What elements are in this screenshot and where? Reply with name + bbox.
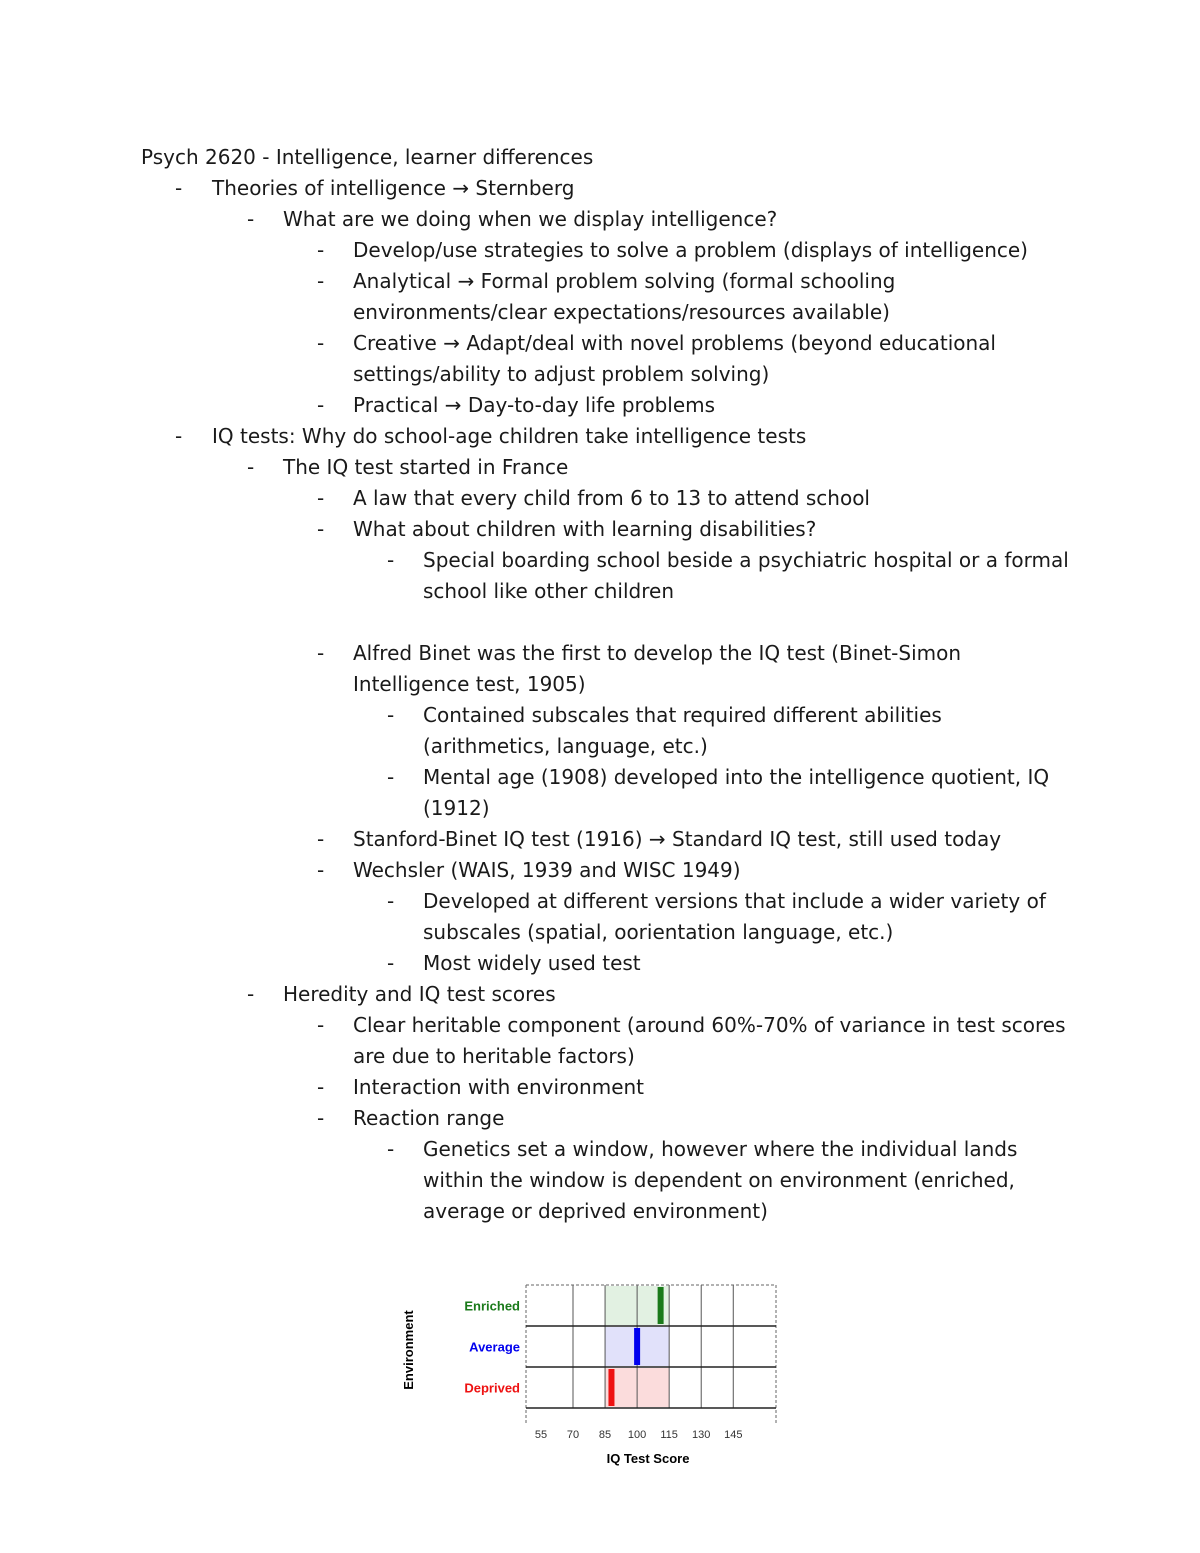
category-label-enriched: Enriched — [464, 1298, 520, 1314]
bullet-text: Analytical → Formal problem solving (formal schooling environments/clear expectations/resources available) — [353, 269, 896, 324]
page-title: Psych 2620 - Intelligence, learner differences — [141, 145, 594, 169]
bullet-text: Developed at different versions that include a wider variety of subscales (spatial, oorientation language, etc.) — [423, 889, 1046, 944]
x-axis-label: IQ Test Score — [606, 1451, 690, 1466]
bullet-dash: - — [175, 424, 183, 448]
bullet-dash: - — [317, 1075, 325, 1099]
bullet-dash: - — [317, 858, 325, 882]
score-mark-enriched — [658, 1287, 664, 1324]
bullet-text: IQ tests: Why do school-age children take intelligence tests — [212, 424, 807, 448]
bullet-dash: - — [387, 1137, 395, 1161]
bullet-text: What are we doing when we display intelligence? — [283, 207, 778, 231]
bullet-item-level-2 — [0, 204, 1200, 235]
bullet-dash: - — [387, 889, 395, 913]
bullet-item-level-3 — [0, 266, 1200, 328]
bullet-text: Practical → Day-to-day life problems — [353, 393, 716, 417]
chart-svg — [395, 1278, 785, 1473]
bullet-item-level-1 — [0, 421, 1200, 452]
x-tick-label: 115 — [660, 1429, 678, 1441]
bullet-text: Reaction range — [353, 1106, 505, 1130]
bullet-text: A law that every child from 6 to 13 to attend school — [353, 486, 870, 510]
bullet-text: Most widely used test — [423, 951, 641, 975]
bullet-text: Wechsler (WAIS, 1939 and WISC 1949) — [353, 858, 741, 882]
x-tick-label: 70 — [566, 1429, 580, 1441]
category-label-deprived: Deprived — [464, 1380, 520, 1396]
bullet-dash: - — [247, 982, 255, 1006]
bullet-dash: - — [317, 331, 325, 355]
x-tick-label: 130 — [692, 1429, 711, 1441]
bullet-dash: - — [317, 486, 325, 510]
bullet-item-level-3 — [0, 328, 1200, 390]
bullet-item-level-3 — [0, 390, 1200, 421]
bullet-item-level-1 — [0, 173, 1200, 204]
bullet-text: Alfred Binet was the first to develop the IQ test (Binet-Simon Intelligence test, 1905) — [353, 641, 962, 696]
bullet-text: Develop/use strategies to solve a problem (displays of intelligence) — [353, 238, 1028, 262]
bullet-item-level-3 — [0, 1103, 1200, 1134]
bullet-dash: - — [317, 517, 325, 541]
bullet-dash: - — [317, 827, 325, 851]
bullet-text: Mental age (1908) developed into the intelligence quotient, IQ (1912) — [423, 765, 1050, 820]
bullet-text: Creative → Adapt/deal with novel problems (beyond educational settings/ability to adjust problem solving) — [353, 331, 996, 386]
y-axis-label: Environment — [401, 1310, 416, 1390]
bullet-text: Interaction with environment — [353, 1075, 645, 1099]
bullet-item-level-4 — [0, 762, 1200, 824]
bullet-text: Theories of intelligence → Sternberg — [212, 176, 575, 200]
bullet-text: Genetics set a window, however where the individual lands within the window is dependent on environment (enriched, average or deprived environment) — [423, 1137, 1018, 1223]
bullet-text: Heredity and IQ test scores — [283, 982, 556, 1006]
bullet-text: Clear heritable component (around 60%-70% of variance in test scores are due to heritable factors) — [353, 1013, 1066, 1068]
bullet-item-level-3 — [0, 483, 1200, 514]
bullet-item-level-4 — [0, 545, 1200, 607]
bullet-text: Stanford-Binet IQ test (1916) → Standard IQ test, still used today — [353, 827, 1002, 851]
bullet-item-level-3 — [0, 855, 1200, 886]
bullet-dash: - — [317, 1106, 325, 1130]
bullet-dash: - — [387, 703, 395, 727]
bullet-item-level-4 — [0, 1134, 1200, 1227]
bullet-dash: - — [317, 393, 325, 417]
bullet-item-level-4 — [0, 700, 1200, 762]
bullet-dash: - — [247, 455, 255, 479]
bullet-dash: - — [387, 548, 395, 572]
bullet-dash: - — [247, 207, 255, 231]
notes-outline — [0, 173, 1200, 1227]
bullet-item-level-3 — [0, 638, 1200, 700]
score-mark-average — [634, 1328, 640, 1365]
bullet-dash: - — [387, 765, 395, 789]
x-tick-label: 145 — [724, 1429, 743, 1441]
category-label-average: Average — [469, 1339, 520, 1355]
bullet-item-level-3 — [0, 1072, 1200, 1103]
bullet-dash: - — [317, 641, 325, 665]
bullet-dash: - — [317, 238, 325, 262]
bullet-item-level-3 — [0, 514, 1200, 545]
bullet-item-level-2 — [0, 979, 1200, 1010]
bullet-dash: - — [387, 951, 395, 975]
bullet-item-level-2 — [0, 452, 1200, 483]
bullet-item-level-3 — [0, 824, 1200, 855]
x-tick-label: 100 — [627, 1429, 647, 1441]
bullet-item-level-4 — [0, 886, 1200, 948]
bullet-text: What about children with learning disabilities? — [353, 517, 817, 541]
bullet-text: The IQ test started in France — [283, 455, 569, 479]
x-tick-label: 85 — [598, 1429, 612, 1441]
bullet-dash: - — [175, 176, 183, 200]
bullet-text: Contained subscales that required different abilities (arithmetics, language, etc.) — [423, 703, 942, 758]
x-tick-label: 55 — [534, 1429, 548, 1441]
bullet-dash: - — [317, 269, 325, 293]
bullet-item-level-4 — [0, 948, 1200, 979]
bullet-item-level-3 — [0, 235, 1200, 266]
bullet-item-level-3 — [0, 1010, 1200, 1072]
bullet-text: Special boarding school beside a psychiatric hospital or a formal school like other children — [423, 548, 1069, 603]
bullet-dash: - — [317, 1013, 325, 1037]
score-mark-deprived — [608, 1369, 614, 1406]
reaction-range-chart — [395, 1278, 785, 1473]
blank-line — [0, 607, 1200, 638]
